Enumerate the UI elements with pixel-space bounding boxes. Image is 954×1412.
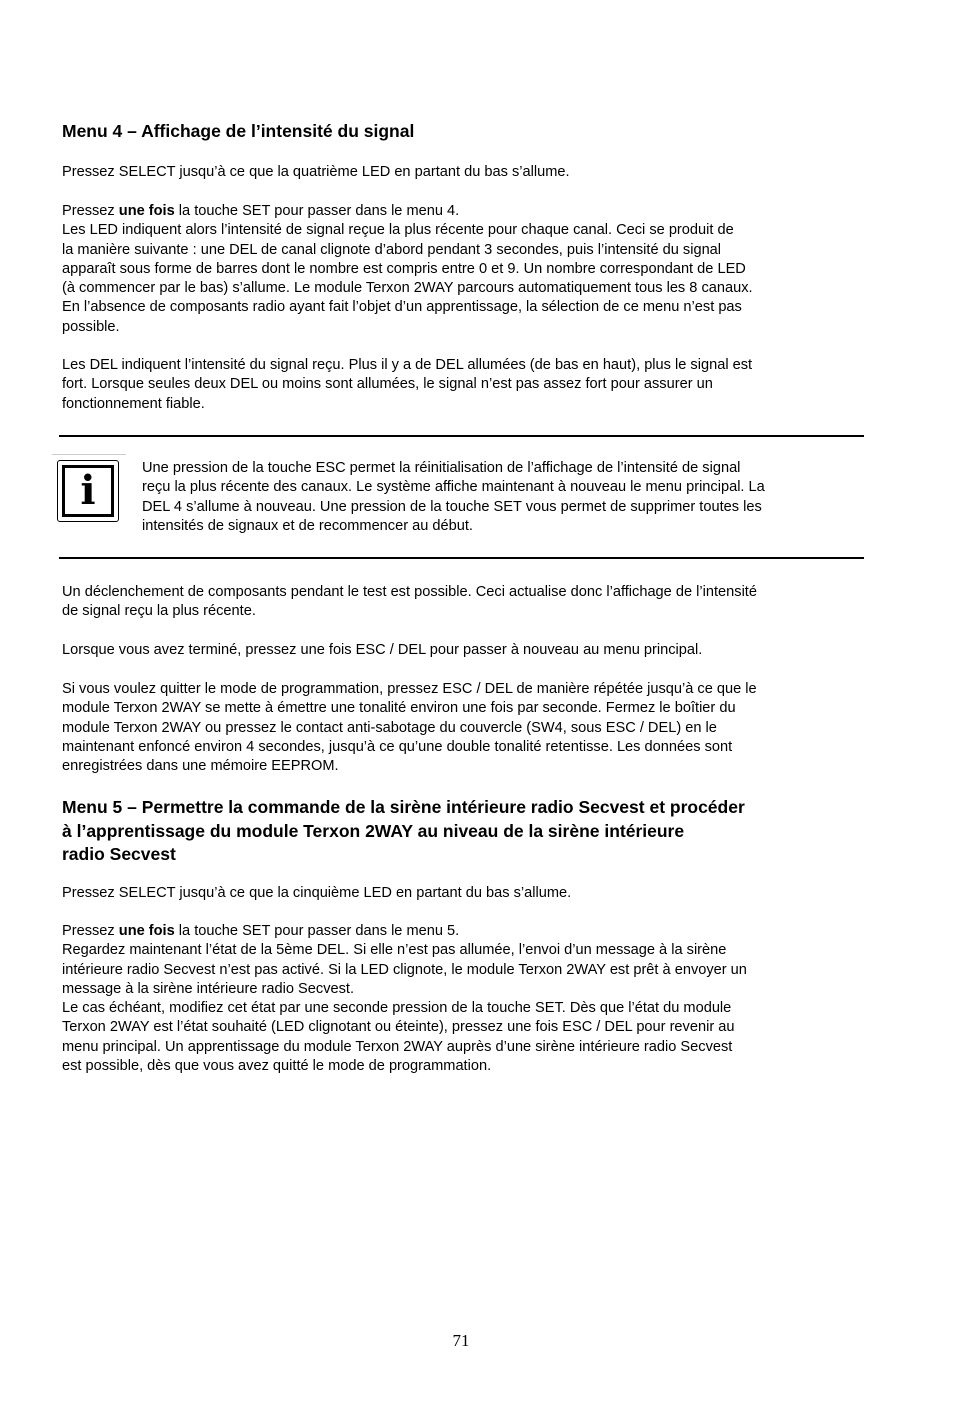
info-icon-inner-frame: [62, 465, 114, 517]
page-number: 71: [452, 1331, 470, 1350]
menu4-set-prefix: Pressez: [62, 203, 119, 219]
menu5-paragraph-select: Pressez SELECT jusqu’à ce que la cinquième LED en partant du bas s’allume.: [62, 885, 572, 901]
info-box-top-rule: [59, 435, 864, 437]
info-icon: [57, 460, 119, 522]
menu4-set-emphasis: une fois: [118, 203, 175, 219]
menu5-set-body: la touche SET pour passer dans le menu 5. Regardez maintenant l’état de la 5ème DEL. Si elle n’est pas allumée, l’envoi d’un message à la sirène intérieure radio Secvest n’est pas activé. Si la LED clignote, le module Terxon 2WAY est prêt à envoyer un message à la sirène intérieure radio Secvest. Le cas échéant, modifiez cet état par une seconde pression de la touche SET. Dès que l’état du module Terxon 2WAY est l’état souhaité (LED clignotant ou éteinte), pressez une fois ESC / DEL pour revenir au menu principal. Un apprentissage du module Terxon 2WAY auprès d’une sirène intérieure radio Secvest est possible, dès que vous avez quitté le mode de programmation.: [62, 923, 747, 1075]
menu4-paragraph-select: Pressez SELECT jusqu’à ce que la quatrième LED en partant du bas s’allume.: [62, 164, 570, 180]
info-box-bottom-rule: [59, 557, 864, 559]
menu5-paragraph-set: [62, 922, 862, 1076]
menu5-heading: Menu 5 – Permettre la commande de la sirène intérieure radio Secvest et procéder à l’apprentissage du module Terxon 2WAY au niveau de la sirène intérieure radio Secvest: [62, 797, 745, 864]
menu4-paragraph-exit: Si vous voulez quitter le mode de programmation, pressez ESC / DEL de manière répétée jusqu’à ce que le module Terxon 2WAY se mette à émettre une tonalité environ une fois par seconde. Fermez le boîtier du module Terxon 2WAY ou pressez le contact anti-sabotage du couvercle (SW4, sous ESC / DEL) en le maintenant enfoncé environ 4 secondes, jusqu’à ce qu’une double tonalité retentisse. Les données sont enregistrées dans une mémoire EEPROM.: [62, 681, 757, 775]
info-icon-frame-line: [52, 454, 126, 455]
menu5-set-emphasis: une fois: [118, 923, 175, 939]
menu4-paragraph-trigger: Un déclenchement de composants pendant le test est possible. Ceci actualise donc l’affichage de l’intensité de signal reçu la plus récente.: [62, 584, 757, 620]
menu4-paragraph-led-strength: Les DEL indiquent l’intensité du signal reçu. Plus il y a de DEL allumées (de bas en haut), plus le signal est fort. Lorsque seules deux DEL ou moins sont allumées, le signal n’est pas assez fort pour assurer un fonctionnement fiable.: [62, 357, 753, 412]
menu4-paragraph-set: [62, 202, 862, 337]
menu5-set-prefix: Pressez: [62, 923, 119, 939]
info-icon-glyph: i: [80, 467, 96, 514]
menu4-heading: Menu 4 – Affichage de l’intensité du signal: [62, 121, 415, 141]
menu4-paragraph-finish: Lorsque vous avez terminé, pressez une fois ESC / DEL pour passer à nouveau au menu principal.: [62, 642, 703, 658]
menu4-set-body: la touche SET pour passer dans le menu 4. Les LED indiquent alors l’intensité de signal reçue la plus récente pour chaque canal. Ceci se produit de la manière suivante : une DEL de canal clignote d’abord pendant 3 secondes, puis l’intensité du signal apparaît sous forme de barres dont le nombre est compris entre 0 et 9. Un nombre correspondant de LED (à commencer par le bas) s’allume. Le module Terxon 2WAY parcours automatiquement tous les 8 canaux. En l’absence de composants radio ayant fait l’objet d’un apprentissage, la sélection de ce menu n’est pas possible.: [62, 203, 753, 335]
info-note-text: Une pression de la touche ESC permet la réinitialisation de l’affichage de l’intensité de signal reçu la plus récente des canaux. Le système affiche maintenant à nouveau le menu principal. La DEL 4 s’allume à nouveau. Une pression de la touche SET vous permet de supprimer toutes les intensités de signaux et de recommencer au début.: [142, 460, 765, 534]
